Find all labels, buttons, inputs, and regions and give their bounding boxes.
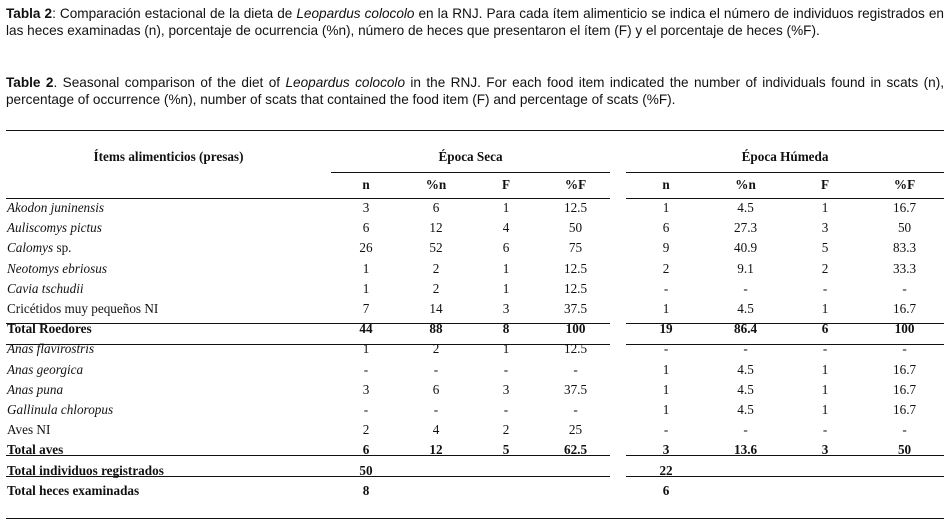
food-item-name <box>6 460 331 480</box>
wet-pct-n-cell: - <box>743 422 748 438</box>
season-gap-cell <box>610 238 626 258</box>
wet-pct-f-cell: 50 <box>897 220 912 236</box>
caption-english-text-1: . Seasonal comparison of the diet of <box>53 75 286 90</box>
dry-pct-n-cell <box>401 481 471 501</box>
wet-n-cell: 1 <box>662 301 670 317</box>
season-gap-cell <box>610 218 626 238</box>
wet-pct-f-cell: 16.7 <box>893 401 917 417</box>
food-item-label: Auliscomys pictus <box>7 220 102 236</box>
wet-pct-n-cell: 4.5 <box>737 200 754 216</box>
food-item-name <box>6 400 331 420</box>
food-item-label: Anas flavirostris <box>7 341 95 357</box>
table-row <box>6 440 944 460</box>
dry-pct-n-cell: 14 <box>429 301 443 317</box>
food-item-label: Total Roedores <box>7 321 92 337</box>
wet-pct-f-cell: 100 <box>894 321 915 337</box>
wet-pct-n-cell: - <box>743 341 748 357</box>
caption-english-label: Table 2 <box>6 75 54 90</box>
wet-f-cell: 1 <box>821 381 829 397</box>
season-gap-cell <box>610 299 626 319</box>
table-row <box>6 481 944 501</box>
wet-pct-f-cell: - <box>902 280 907 296</box>
food-item-label: Total heces examinadas <box>7 482 140 498</box>
caption-spanish <box>6 5 944 39</box>
wet-n-cell: 3 <box>662 442 670 458</box>
dry-f-cell: 1 <box>502 341 510 357</box>
wet-pct-f-cell: 16.7 <box>893 301 917 317</box>
table-bottom-rule <box>6 518 944 519</box>
wet-n-cell: - <box>663 341 669 357</box>
food-item-label: Total individuos registrados <box>7 462 164 478</box>
wet-pct-n-cell: 4.5 <box>737 301 754 317</box>
wet-pct-n-cell: 40.9 <box>734 240 758 256</box>
dry-n-cell: 2 <box>362 422 370 438</box>
dry-pct-n-cell: 12 <box>429 220 443 236</box>
food-item-label: Gallinula chloropus <box>7 401 114 417</box>
subheader-gap <box>610 172 626 198</box>
wet-f-cell: - <box>822 280 828 296</box>
wet-f-cell: 5 <box>821 240 829 256</box>
wet-f-header: F <box>821 177 830 192</box>
dry-n-cell: 50 <box>359 462 373 478</box>
dry-f-cell: 8 <box>502 321 510 337</box>
dry-pct-f-cell: 50 <box>568 220 583 236</box>
caption-spanish-text-2: en la RNJ. Para cada ítem alimenticio se indica el número de individuos registrados en las heces examinadas (n), porcentaje de ocurrencia (%n), número de heces que presentaron el ítem (F) y el porcentaje de heces (%F). <box>6 6 944 38</box>
food-item-label: Aves NI <box>7 422 51 438</box>
wet-pct-n-header: %n <box>735 177 756 192</box>
season-gap-cell <box>610 440 626 460</box>
table-header-row-seasons <box>6 142 944 172</box>
wet-f-cell: 6 <box>821 321 829 337</box>
dry-n-cell: 3 <box>362 381 370 397</box>
dry-f-cell: 4 <box>502 220 510 236</box>
dry-n-cell: 1 <box>362 341 370 357</box>
table-top-rule <box>6 130 944 131</box>
wet-pct-f-cell: 33.3 <box>893 260 917 276</box>
wet-pct-n-cell: 4.5 <box>737 401 754 417</box>
food-item-name <box>6 319 331 339</box>
dry-pct-n-cell: 6 <box>432 200 440 216</box>
dry-pct-n-cell: 52 <box>429 240 443 256</box>
dry-pct-n-cell: 2 <box>432 280 440 296</box>
dry-f-header: F <box>501 177 511 192</box>
food-item-name <box>6 440 331 460</box>
wet-f-cell: 1 <box>821 401 829 417</box>
dry-pct-f-cell: 12.5 <box>563 260 588 276</box>
dry-f-cell: 1 <box>502 260 510 276</box>
wet-pct-n-cell: 86.4 <box>734 321 758 337</box>
dry-n-cell: - <box>363 401 369 417</box>
dry-f-cell <box>471 481 541 501</box>
dry-n-cell: 7 <box>362 301 370 317</box>
food-item-name <box>6 299 331 319</box>
food-item-name <box>6 481 331 501</box>
wet-f-cell: 3 <box>821 220 829 236</box>
table-row <box>6 299 944 319</box>
table-row <box>6 319 944 339</box>
wet-pct-n-cell: 13.6 <box>734 442 758 458</box>
table-row <box>6 218 944 238</box>
food-item-label: Total aves <box>7 442 64 458</box>
wet-n-cell: 1 <box>662 361 670 377</box>
wet-n-cell: 19 <box>659 321 673 337</box>
dry-f-cell: 3 <box>502 381 510 397</box>
dry-n-cell: - <box>363 361 369 377</box>
dry-n-header: n <box>362 177 370 192</box>
season-gap-cell <box>610 481 626 501</box>
wet-pct-n-cell: 9.1 <box>737 260 754 276</box>
season-gap-cell <box>610 400 626 420</box>
table-row <box>6 460 944 480</box>
dry-n-cell: 1 <box>362 280 370 296</box>
dry-n-cell: 6 <box>362 220 370 236</box>
food-item-name <box>6 238 331 258</box>
food-item-label: Calomys <box>7 240 54 256</box>
dry-n-cell: 26 <box>359 240 373 256</box>
wet-pct-n-cell: 4.5 <box>737 361 754 377</box>
dry-pct-f-cell: 12.5 <box>563 200 588 216</box>
food-item-name <box>6 218 331 238</box>
wet-f-cell: - <box>822 341 828 357</box>
wet-pct-f-cell: - <box>902 341 907 357</box>
dry-pct-n-cell: - <box>433 361 439 377</box>
food-item-name <box>6 420 331 440</box>
table-row <box>6 400 944 420</box>
dry-pct-f-cell: - <box>573 401 578 417</box>
dry-pct-n-header: %n <box>425 177 447 192</box>
wet-pct-n-cell: 27.3 <box>734 220 758 236</box>
wet-pct-f-cell: - <box>902 422 907 438</box>
wet-n-cell: 22 <box>659 462 673 478</box>
table-row <box>6 380 944 400</box>
wet-n-cell: 2 <box>662 260 670 276</box>
wet-pct-n-cell: - <box>743 280 748 296</box>
dry-f-cell: 3 <box>502 301 510 317</box>
wet-pct-n-cell <box>706 460 785 480</box>
wet-f-cell: 1 <box>821 301 829 317</box>
dry-pct-f-cell: - <box>573 361 578 377</box>
dry-f-cell <box>471 460 541 480</box>
dry-pct-n-cell <box>401 460 471 480</box>
dry-pct-n-cell: 4 <box>432 422 440 438</box>
dry-pct-f-cell: 62.5 <box>563 442 588 458</box>
caption-english <box>6 74 944 108</box>
table-row <box>6 279 944 299</box>
season-dry-header: Época Seca <box>438 149 503 164</box>
wet-n-cell: 6 <box>662 482 670 498</box>
wet-pct-f-cell: 16.7 <box>893 200 917 216</box>
dry-pct-n-cell: 88 <box>429 321 443 337</box>
dry-pct-f-cell <box>541 460 610 480</box>
dry-f-cell: 1 <box>502 200 510 216</box>
food-item-name <box>6 380 331 400</box>
food-item-name <box>6 339 331 359</box>
food-item-label: Anas georgica <box>7 361 84 377</box>
wet-n-cell: 1 <box>662 401 670 417</box>
food-item-suffix: sp. <box>53 240 72 256</box>
food-item-name <box>6 259 331 279</box>
wet-f-cell: 2 <box>821 260 829 276</box>
food-item-label: Cavia tschudii <box>7 280 84 296</box>
dry-n-cell: 6 <box>362 442 370 458</box>
food-item-name <box>6 198 331 218</box>
wet-pct-f-cell <box>865 481 944 501</box>
wet-f-cell: 1 <box>821 200 829 216</box>
dry-pct-n-cell: - <box>433 401 439 417</box>
season-gap-cell <box>610 339 626 359</box>
wet-pct-n-cell: 4.5 <box>737 381 754 397</box>
wet-f-cell: 3 <box>821 442 829 458</box>
dry-pct-f-cell: 25 <box>568 422 583 438</box>
table-row <box>6 259 944 279</box>
wet-n-cell: 1 <box>662 200 670 216</box>
dry-n-cell: 3 <box>362 200 370 216</box>
wet-n-cell: - <box>663 280 669 296</box>
wet-pct-n-cell <box>706 481 785 501</box>
wet-pct-f-cell <box>865 460 944 480</box>
food-item-name <box>6 279 331 299</box>
season-gap-cell <box>610 259 626 279</box>
wet-n-cell: - <box>663 422 669 438</box>
dry-f-cell: - <box>503 361 509 377</box>
caption-english-text-2: in the RNJ. For each food item indicated the number of individuals found in scats (n), percentage of occurrence (%n), number of scats that contained the food item (F) and percentage of scats (%F). <box>6 75 945 107</box>
wet-f-cell: 1 <box>821 361 829 377</box>
dry-pct-f-cell: 12.5 <box>563 280 588 296</box>
dry-pct-n-cell: 6 <box>432 381 440 397</box>
dry-pct-f-cell: 12.5 <box>563 341 588 357</box>
wet-pct-f-cell: 16.7 <box>893 381 917 397</box>
wet-pct-f-cell: 83.3 <box>893 240 917 256</box>
table-header-row-measures <box>6 172 944 198</box>
table-row <box>6 339 944 359</box>
season-gap-cell <box>610 279 626 299</box>
table-row <box>6 238 944 258</box>
dry-pct-f-header: %F <box>564 177 587 192</box>
dry-pct-f-cell <box>541 481 610 501</box>
season-gap-cell <box>610 319 626 339</box>
caption-spanish-species: Leopardus colocolo <box>296 6 415 21</box>
season-gap-cell <box>610 460 626 480</box>
dry-f-cell: 1 <box>502 280 510 296</box>
dry-n-cell: 1 <box>362 260 370 276</box>
food-item-label: Anas puna <box>7 381 64 397</box>
wet-n-cell: 6 <box>662 220 670 236</box>
dry-f-cell: 5 <box>502 442 510 458</box>
season-gap-cell <box>610 420 626 440</box>
season-gap-cell <box>610 198 626 218</box>
dry-pct-f-cell: 37.5 <box>563 301 588 317</box>
wet-pct-f-cell: 50 <box>897 442 912 458</box>
season-gap <box>610 142 626 172</box>
dry-pct-n-cell: 2 <box>432 341 440 357</box>
season-wet-header: Época Húmeda <box>741 149 829 164</box>
season-gap-cell <box>610 360 626 380</box>
table-row <box>6 360 944 380</box>
wet-f-cell: - <box>822 422 828 438</box>
wet-f-cell <box>785 481 865 501</box>
table-row <box>6 198 944 218</box>
caption-english-species: Leopardus colocolo <box>285 75 406 90</box>
wet-pct-f-header: %F <box>893 177 916 192</box>
dry-pct-n-cell: 12 <box>429 442 443 458</box>
food-item-name <box>6 360 331 380</box>
dry-pct-f-cell: 37.5 <box>563 381 588 397</box>
dry-pct-n-cell: 2 <box>432 260 440 276</box>
dry-f-cell: - <box>503 401 509 417</box>
table-row <box>6 420 944 440</box>
wet-n-header: n <box>662 177 670 192</box>
dry-pct-f-cell: 100 <box>565 321 586 337</box>
dry-f-cell: 2 <box>502 422 510 438</box>
item-column-header: Ítems alimenticios (presas) <box>93 149 244 164</box>
caption-spanish-label: Tabla 2 <box>6 6 53 21</box>
caption-spanish-text-1: : Comparación estacional de la dieta de <box>52 6 297 21</box>
dry-n-cell: 8 <box>362 482 370 498</box>
wet-n-cell: 1 <box>662 381 670 397</box>
dry-f-cell: 6 <box>502 240 510 256</box>
wet-n-cell: 9 <box>662 240 670 256</box>
season-gap-cell <box>610 380 626 400</box>
item-subheader-blank <box>6 172 331 198</box>
dry-pct-f-cell: 75 <box>568 240 583 256</box>
wet-f-cell <box>785 460 865 480</box>
food-item-label: Akodon juninensis <box>7 200 105 216</box>
food-item-label: Neotomys ebriosus <box>7 260 108 276</box>
wet-pct-f-cell: 16.7 <box>893 361 917 377</box>
food-item-label: Cricétidos muy pequeños NI <box>7 301 159 317</box>
dry-n-cell: 44 <box>359 321 373 337</box>
diet-table <box>6 142 944 501</box>
